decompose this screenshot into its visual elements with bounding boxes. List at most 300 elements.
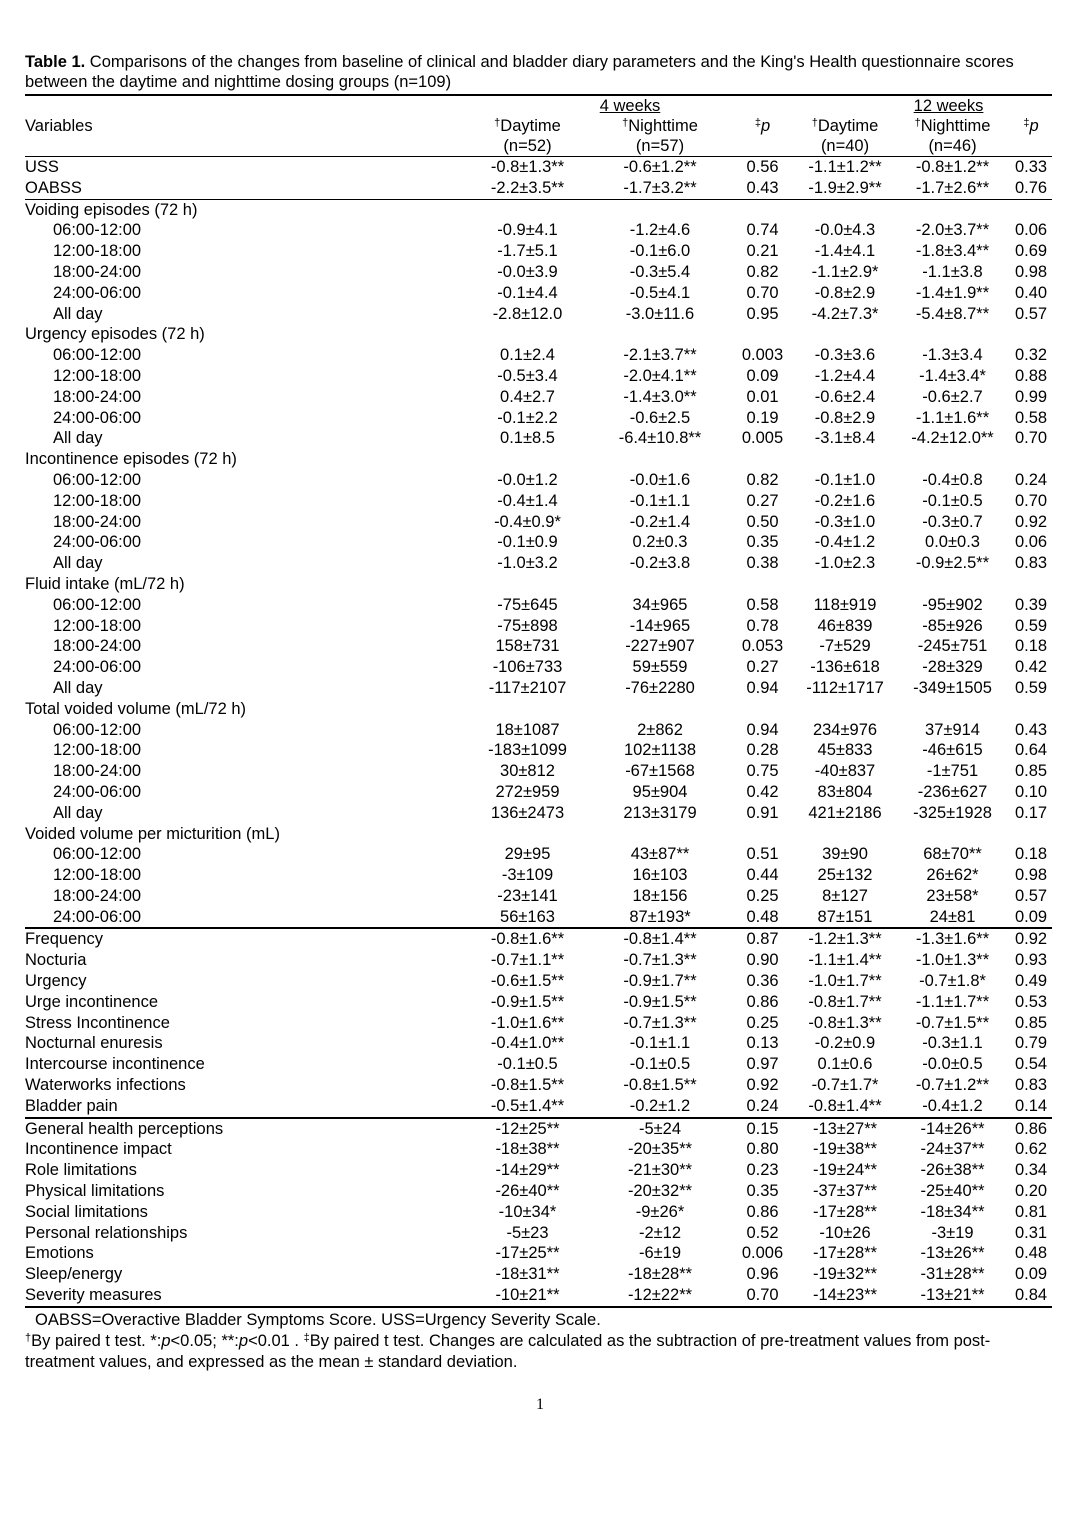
table-row xyxy=(25,1033,1052,1054)
row-value: 0.10 xyxy=(1014,782,1048,801)
header-column-row xyxy=(25,116,1052,136)
row-value: 0.92 xyxy=(1010,928,1052,950)
row-label: All day xyxy=(53,803,103,822)
row-value: 87±193* xyxy=(629,907,691,926)
row-value: 0.57 xyxy=(1014,886,1048,905)
row-value: 0.85 xyxy=(1014,762,1048,781)
row-label: 12:00-18:00 xyxy=(53,366,142,385)
row-label: 12:00-18:00 xyxy=(53,491,142,510)
table-row xyxy=(25,178,1052,199)
row-value: -1.0±1.3** xyxy=(915,951,990,970)
header-variables: Variables xyxy=(25,117,93,135)
row-value: -0.1±4.4 xyxy=(497,283,558,302)
row-value: 18±156 xyxy=(632,886,688,905)
row-value: -18±31** xyxy=(495,1265,560,1284)
row-value: 272±959 xyxy=(495,782,560,801)
table-row xyxy=(25,595,1052,616)
row-value: 0.15 xyxy=(730,1118,795,1140)
header-n-day-12w: (n=40) xyxy=(820,137,870,155)
row-value: 0.06 xyxy=(1014,221,1048,240)
row-value: 0.43 xyxy=(746,178,779,197)
row-value: 0.74 xyxy=(746,221,779,240)
row-label: 06:00-12:00 xyxy=(53,720,142,739)
row-label: 18:00-24:00 xyxy=(53,387,142,406)
header-n-row xyxy=(25,136,1052,157)
row-label: 06:00-12:00 xyxy=(53,221,142,240)
row-value: 0.23 xyxy=(746,1161,779,1180)
row-value: 0.70 xyxy=(1014,491,1048,510)
row-value: 0.58 xyxy=(746,595,779,614)
group-4-weeks: 4 weeks xyxy=(599,97,661,115)
row-value: -0.3±5.4 xyxy=(629,262,691,281)
table-page xyxy=(25,52,1052,1373)
row-value: -2.0±3.7** xyxy=(915,221,990,240)
row-value: -0.9±4.1 xyxy=(497,221,558,240)
row-label: All day xyxy=(53,429,103,448)
row-value: -0.2±1.4 xyxy=(629,512,691,531)
row-value: -0.7±1.7* xyxy=(811,1076,879,1095)
row-value: 0.42 xyxy=(1014,658,1048,677)
row-value: 0.13 xyxy=(746,1034,779,1053)
row-value: -0.8±1.3** xyxy=(465,157,590,178)
row-value: -0.8±2.9 xyxy=(814,408,876,427)
row-value: -0.1±2.2 xyxy=(497,408,558,427)
table-row xyxy=(25,449,1052,470)
row-value: 0.005 xyxy=(741,429,784,448)
row-value xyxy=(590,449,730,470)
row-value: -26±40** xyxy=(495,1182,560,1201)
row-value: 0.59 xyxy=(1014,678,1048,697)
row-value: -236±627 xyxy=(917,782,988,801)
row-label: Intercourse incontinence xyxy=(25,1055,205,1074)
row-value: -0.6±2.4 xyxy=(814,387,876,406)
row-value: 0.95 xyxy=(746,304,779,323)
row-value: -0.8±2.9 xyxy=(814,283,876,302)
row-value: -5.4±8.7** xyxy=(915,304,990,323)
row-value: -0.3±1.1 xyxy=(922,1034,983,1053)
row-value: 83±804 xyxy=(817,782,873,801)
row-value: 0.1±8.5 xyxy=(500,429,555,448)
row-value: -2.0±4.1** xyxy=(623,366,697,385)
row-value: 0.39 xyxy=(1014,595,1048,614)
row-label: Waterworks infections xyxy=(25,1076,186,1095)
row-label: All day xyxy=(53,554,103,573)
row-label: Frequency xyxy=(25,928,465,950)
row-value: 0.34 xyxy=(1014,1161,1048,1180)
row-value: 0.35 xyxy=(746,533,779,552)
table-row xyxy=(25,491,1052,512)
table-row xyxy=(25,532,1052,553)
row-value xyxy=(895,449,1010,470)
row-value: -0.3±1.0 xyxy=(814,512,876,531)
table-row xyxy=(25,720,1052,741)
row-value: -0.0±1.2 xyxy=(497,470,558,489)
row-value xyxy=(795,824,895,845)
row-value xyxy=(730,324,795,345)
row-value xyxy=(1010,199,1052,220)
row-value xyxy=(895,574,1010,595)
row-value: -37±37** xyxy=(812,1182,878,1201)
row-value: 0.24 xyxy=(746,1096,779,1115)
row-label: Social limitations xyxy=(25,1202,148,1221)
row-label: USS xyxy=(25,157,465,178)
row-label: Incontinence episodes (72 h) xyxy=(25,450,237,469)
row-label: 06:00-12:00 xyxy=(53,595,142,614)
row-value xyxy=(895,824,1010,845)
row-value: 0.62 xyxy=(1014,1140,1048,1159)
row-value: -21±30** xyxy=(627,1161,693,1180)
row-label: 18:00-24:00 xyxy=(53,637,142,656)
row-value: 0.98 xyxy=(1014,262,1048,281)
table-row xyxy=(25,366,1052,387)
row-value: -227±907 xyxy=(625,637,695,656)
row-value: -31±28** xyxy=(920,1265,985,1284)
row-value xyxy=(730,199,795,220)
table-row xyxy=(25,408,1052,429)
row-value: 0.003 xyxy=(741,346,784,365)
row-value: -0.9±1.5** xyxy=(623,992,697,1011)
row-value: -0.4±0.9* xyxy=(494,512,561,531)
row-value: 0.43 xyxy=(1014,720,1048,739)
row-label: 06:00-12:00 xyxy=(53,346,142,365)
row-value: -85±926 xyxy=(922,616,983,635)
row-value: 0.87 xyxy=(730,928,795,950)
row-label: OABSS xyxy=(25,178,82,197)
row-label: 24:00-06:00 xyxy=(53,408,142,427)
row-value xyxy=(895,324,1010,345)
row-value: 0.75 xyxy=(746,762,779,781)
row-value: -3.1±8.4 xyxy=(814,429,876,448)
row-value xyxy=(730,574,795,595)
table-row xyxy=(25,512,1052,533)
row-value: -6±19 xyxy=(638,1244,682,1263)
table-row xyxy=(25,574,1052,595)
row-label: Severity measures xyxy=(25,1285,465,1307)
row-value: -0.4±1.2 xyxy=(814,533,876,552)
row-value: -17±28** xyxy=(812,1244,878,1263)
row-value: 30±812 xyxy=(500,762,555,781)
table-label: Table 1. xyxy=(25,53,86,71)
row-value: -95±902 xyxy=(922,595,983,614)
footnote-abbreviations: OABSS=Overactive Bladder Symptoms Score. USS=Urgency Severity Scale. xyxy=(35,1310,601,1329)
row-value: 2±862 xyxy=(637,720,683,739)
table-row xyxy=(25,886,1052,907)
row-value: -14±26** xyxy=(895,1118,1010,1140)
row-value: 118±919 xyxy=(813,595,877,614)
row-value: 0.98 xyxy=(1014,866,1048,885)
table-row xyxy=(25,1202,1052,1223)
row-value: -75±645 xyxy=(497,595,558,614)
table-row xyxy=(25,1223,1052,1244)
row-value: 0.70 xyxy=(1014,429,1048,448)
row-value: 0.56 xyxy=(730,157,795,178)
row-value: 0.2±0.3 xyxy=(632,533,688,552)
row-value: 102±1138 xyxy=(623,741,697,760)
row-value: -0.7±1.3** xyxy=(623,1013,697,1032)
table-row xyxy=(25,616,1052,637)
row-label: Urge incontinence xyxy=(25,992,158,1011)
row-value: -1.1±3.8 xyxy=(922,262,983,281)
table-row xyxy=(25,761,1052,782)
row-label: Role limitations xyxy=(25,1161,137,1180)
row-value: 0.27 xyxy=(746,491,779,510)
row-value: -0.5±3.4 xyxy=(497,366,558,385)
row-value: -1.3±1.6** xyxy=(895,928,1010,950)
row-value: 0.69 xyxy=(1014,242,1048,261)
row-value: 0.18 xyxy=(1014,637,1048,656)
row-value: -1.1±1.2** xyxy=(795,157,895,178)
row-value: -1.0±1.6** xyxy=(490,1013,565,1032)
row-value: -4.2±7.3* xyxy=(811,304,879,323)
row-value: 0.99 xyxy=(1014,387,1048,406)
row-value: 0.83 xyxy=(1014,1076,1048,1095)
row-value: 0.86 xyxy=(746,1202,779,1221)
table-row xyxy=(25,824,1052,845)
row-value: 37±914 xyxy=(925,720,980,739)
row-value xyxy=(590,199,730,220)
table-row xyxy=(25,283,1052,304)
row-value: 0.09 xyxy=(1014,907,1048,926)
row-label: 18:00-24:00 xyxy=(53,762,142,781)
row-label: 24:00-06:00 xyxy=(53,658,142,677)
table-row xyxy=(25,678,1052,699)
row-value: -0.4±0.8 xyxy=(922,470,983,489)
row-value: -3±109 xyxy=(501,866,554,885)
row-value: 0.94 xyxy=(746,720,779,739)
row-value: -0.2±1.6 xyxy=(814,491,876,510)
row-label: 06:00-12:00 xyxy=(53,845,142,864)
table-row xyxy=(25,1160,1052,1181)
row-value: -0.8±1.5** xyxy=(623,1076,697,1095)
row-value: -1.4±4.1 xyxy=(814,242,876,261)
row-value: -0.7±1.1** xyxy=(490,951,565,970)
row-value: -20±32** xyxy=(627,1182,693,1201)
table-row xyxy=(25,428,1052,449)
row-value: -0.1±1.1 xyxy=(629,1034,691,1053)
row-value: -1.4±1.9** xyxy=(915,283,990,302)
row-value: -0.6±1.5** xyxy=(490,972,565,991)
row-value: 0.90 xyxy=(746,951,779,970)
row-value: -0.3±0.7 xyxy=(922,512,983,531)
table-row xyxy=(25,220,1052,241)
row-value: 0.86 xyxy=(746,992,779,1011)
row-value: -4.2±12.0** xyxy=(911,429,994,448)
row-value: 26±62* xyxy=(926,866,979,885)
row-value: 0.50 xyxy=(746,512,779,531)
footnote-statistics: †By paired t test. *:p<0.05; **:p<0.01 . ‡By paired t test. Changes are calculated as the subtraction of pre-treatment values from post-treatment values, and expressed as the mean ± standard deviation. xyxy=(25,1331,991,1371)
table-row xyxy=(25,304,1052,325)
row-value: 0.1±0.6 xyxy=(817,1055,873,1074)
row-value: 87±151 xyxy=(817,907,873,926)
row-value: -40±837 xyxy=(814,762,876,781)
row-label: 24:00-06:00 xyxy=(53,782,142,801)
row-value: -0.0±4.3 xyxy=(814,221,876,240)
row-value: 0.09 xyxy=(746,366,779,385)
row-value: 136±2473 xyxy=(490,803,565,822)
row-value: -12±22** xyxy=(590,1285,730,1307)
row-value: -1.8±3.4** xyxy=(915,242,990,261)
row-value: -245±751 xyxy=(917,637,988,656)
row-value: 24±81 xyxy=(929,907,976,926)
row-value: -3±19 xyxy=(931,1223,974,1242)
row-value: 0.83 xyxy=(1014,554,1048,573)
row-value: 0.76 xyxy=(1014,178,1048,197)
table-row xyxy=(25,636,1052,657)
row-value: 8±127 xyxy=(822,886,868,905)
row-value: -5±24 xyxy=(590,1118,730,1140)
row-value: -19±38** xyxy=(812,1140,878,1159)
row-label: 12:00-18:00 xyxy=(53,741,142,760)
row-value: -0.6±1.2** xyxy=(590,157,730,178)
row-value: -0.5±1.4** xyxy=(490,1096,565,1115)
row-value xyxy=(465,324,590,345)
row-value xyxy=(1010,449,1052,470)
row-value xyxy=(795,324,895,345)
row-value: 46±839 xyxy=(817,616,873,635)
row-value xyxy=(1010,699,1052,720)
row-value: 0.49 xyxy=(1014,972,1048,991)
row-value: 0.01 xyxy=(746,387,779,406)
row-value: -1.1±2.9* xyxy=(811,262,879,281)
row-value: -1.1±1.4** xyxy=(808,951,882,970)
row-value: -0.1±0.5 xyxy=(922,491,983,510)
row-value xyxy=(895,199,1010,220)
row-value: -0.8±1.4** xyxy=(590,928,730,950)
row-value: -106±733 xyxy=(492,658,563,677)
row-value: -0.6±2.5 xyxy=(629,408,691,427)
row-label: Fluid intake (mL/72 h) xyxy=(25,574,185,593)
table-row xyxy=(25,928,1052,950)
row-value: -26±38** xyxy=(920,1161,985,1180)
row-value: -0.4±1.0** xyxy=(490,1034,565,1053)
row-value: -0.6±2.7 xyxy=(922,387,983,406)
row-label: 24:00-06:00 xyxy=(53,533,142,552)
row-value xyxy=(1010,574,1052,595)
row-label: 24:00-06:00 xyxy=(53,283,142,302)
row-value xyxy=(465,574,590,595)
row-value: 0.28 xyxy=(746,741,779,760)
row-value: -0.2±1.2 xyxy=(629,1096,691,1115)
row-value: -0.9±1.5** xyxy=(490,992,565,1011)
table-row xyxy=(25,324,1052,345)
table-row xyxy=(25,199,1052,220)
row-value: 0.79 xyxy=(1014,1034,1048,1053)
row-value: 0.25 xyxy=(746,1013,779,1032)
row-value: -25±40** xyxy=(920,1182,985,1201)
row-value: -0.8±1.2** xyxy=(895,157,1010,178)
row-value: 0.44 xyxy=(746,866,779,885)
row-value: -349±1505 xyxy=(913,678,992,697)
row-value: 0.96 xyxy=(746,1265,779,1284)
row-value: -1.4±3.4* xyxy=(919,366,986,385)
row-value: -19±24** xyxy=(812,1161,878,1180)
row-value: 0.85 xyxy=(1014,1013,1048,1032)
header-nighttime-4w: †Nighttime xyxy=(622,117,698,135)
group-12-weeks: 12 weeks xyxy=(913,97,984,115)
table-row xyxy=(25,844,1052,865)
row-value: 0.51 xyxy=(746,845,779,864)
footnotes xyxy=(25,1310,1052,1373)
row-value: 0.14 xyxy=(1014,1096,1048,1115)
row-value: -0.1±1.1 xyxy=(629,491,691,510)
row-label: General health perceptions xyxy=(25,1118,465,1140)
row-value: -0.7±1.5** xyxy=(915,1013,990,1032)
row-label: Stress Incontinence xyxy=(25,1013,170,1032)
row-value xyxy=(465,824,590,845)
row-value: 158±731 xyxy=(495,637,560,656)
row-value xyxy=(1010,824,1052,845)
row-label: All day xyxy=(53,304,103,323)
table-row xyxy=(25,1118,1052,1140)
header-nighttime-12w: †Nighttime xyxy=(914,117,991,135)
header-group-row xyxy=(25,95,1052,116)
row-value: 0.27 xyxy=(746,658,779,677)
row-value: 0.42 xyxy=(746,782,779,801)
row-value: 0.31 xyxy=(1014,1223,1048,1242)
row-value: -1±751 xyxy=(926,762,979,781)
table-row xyxy=(25,157,1052,178)
row-value: 0.64 xyxy=(1014,741,1048,760)
row-value: -1.1±1.6** xyxy=(915,408,990,427)
row-value: -0.1±1.0 xyxy=(814,470,876,489)
row-label: 12:00-18:00 xyxy=(53,616,142,635)
row-value: -17±28** xyxy=(812,1202,878,1221)
row-value: 0.33 xyxy=(1010,157,1052,178)
row-value: -0.8±1.4** xyxy=(808,1096,882,1115)
row-value: -18±38** xyxy=(495,1140,560,1159)
row-value: 23±58* xyxy=(926,886,979,905)
row-value: -1.7±3.2** xyxy=(623,178,697,197)
row-value: -7±529 xyxy=(819,637,871,656)
row-label: Nocturnal enuresis xyxy=(25,1034,163,1053)
row-value: -14±965 xyxy=(629,616,691,635)
row-value: -0.8±1.7** xyxy=(808,992,882,1011)
row-value: 0.53 xyxy=(1014,992,1048,1011)
row-label: Voiding episodes (72 h) xyxy=(25,199,465,220)
row-value: 213±3179 xyxy=(623,803,697,822)
row-value: -9±26* xyxy=(635,1202,685,1221)
row-value xyxy=(465,699,590,720)
table-row xyxy=(25,782,1052,803)
row-value xyxy=(1010,324,1052,345)
row-label: Incontinence impact xyxy=(25,1140,172,1159)
row-value: 0.21 xyxy=(746,242,779,261)
row-value: -1.0±3.2 xyxy=(497,554,558,573)
table-row xyxy=(25,865,1052,886)
row-value: -75±898 xyxy=(497,616,558,635)
row-value xyxy=(590,574,730,595)
row-label: Physical limitations xyxy=(25,1182,165,1201)
row-value: -1.1±1.7** xyxy=(915,992,990,1011)
row-value: -17±25** xyxy=(495,1244,560,1263)
table-row xyxy=(25,1181,1052,1202)
row-value: 0.70 xyxy=(746,283,779,302)
row-value: 29±95 xyxy=(504,845,551,864)
row-value: -325±1928 xyxy=(913,803,992,822)
row-value: 0.93 xyxy=(1014,951,1048,970)
row-value: -0.3±3.6 xyxy=(814,346,876,365)
row-value: -0.7±1.2** xyxy=(915,1076,990,1095)
row-value: 0.94 xyxy=(746,678,779,697)
table-row xyxy=(25,907,1052,929)
row-label: Bladder pain xyxy=(25,1096,118,1115)
row-value: -5±23 xyxy=(506,1223,549,1242)
row-value: 0.40 xyxy=(1014,283,1048,302)
row-value: -183±1099 xyxy=(488,741,567,760)
row-value: -0.9±1.7** xyxy=(623,972,697,991)
row-label: All day xyxy=(53,678,103,697)
row-value: 45±833 xyxy=(817,741,873,760)
